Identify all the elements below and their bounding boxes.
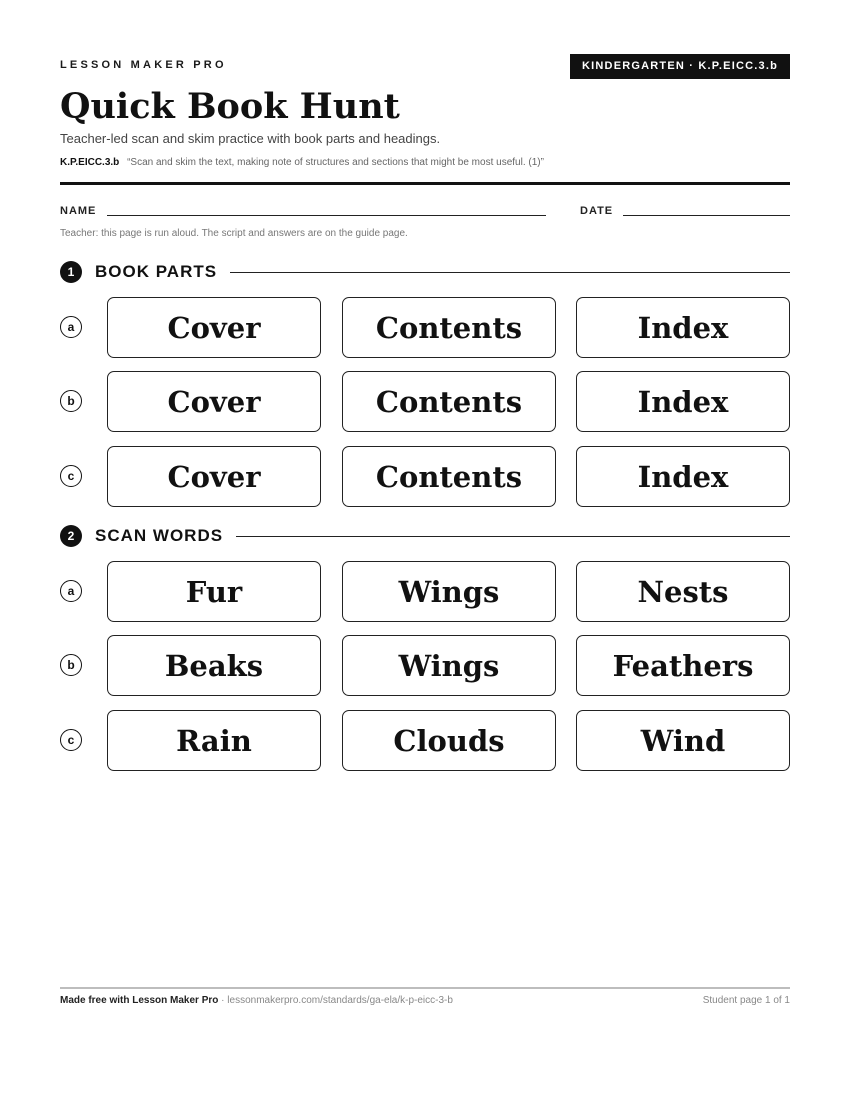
word-card-option[interactable]: Rain bbox=[107, 710, 321, 771]
word-card-option[interactable]: Index bbox=[576, 371, 790, 432]
header-divider bbox=[60, 182, 790, 185]
footer-made-with: Made free with Lesson Maker Pro bbox=[60, 995, 219, 1006]
row-letter-badge: b bbox=[60, 654, 82, 676]
section-title: BOOK PARTS bbox=[95, 262, 218, 281]
worksheet-subtitle: Teacher-led scan and skim practice with book parts and headings. bbox=[60, 131, 441, 146]
word-card-option[interactable]: Index bbox=[576, 446, 790, 507]
brand-name: LESSON MAKER PRO bbox=[60, 59, 227, 71]
word-card-option[interactable]: Beaks bbox=[107, 635, 321, 696]
footer-divider bbox=[60, 987, 790, 989]
row-letter-badge: a bbox=[60, 580, 82, 602]
section-number-badge: 2 bbox=[60, 525, 82, 547]
section-title: SCAN WORDS bbox=[95, 526, 224, 545]
word-card-option[interactable]: Cover bbox=[107, 371, 321, 432]
standard-code: K.P.EICC.3.b bbox=[60, 157, 120, 168]
footer-separator: · bbox=[218, 995, 228, 1006]
word-card-option[interactable]: Cover bbox=[107, 446, 321, 507]
section-book-parts bbox=[60, 260, 790, 284]
name-field[interactable] bbox=[107, 215, 546, 216]
date-label: DATE bbox=[580, 205, 614, 217]
section-divider bbox=[230, 272, 790, 273]
footer-page-info: Student page 1 of 1 bbox=[702, 995, 790, 1006]
question-row bbox=[60, 561, 790, 623]
standard-line bbox=[60, 157, 544, 168]
grade-standard-badge: KINDERGARTEN · K.P.EICC.3.b bbox=[570, 54, 790, 79]
row-letter-badge: c bbox=[60, 465, 82, 487]
row-letter-badge: c bbox=[60, 729, 82, 751]
name-label: NAME bbox=[60, 205, 97, 217]
word-card-option[interactable]: Feathers bbox=[576, 635, 790, 696]
word-card-option[interactable]: Fur bbox=[107, 561, 321, 622]
row-letter-badge: b bbox=[60, 390, 82, 412]
word-card-option[interactable]: Clouds bbox=[342, 710, 556, 771]
footer-url[interactable]: lessonmakerpro.com/standards/ga-ela/k-p-eicc-3-b bbox=[227, 995, 453, 1006]
question-row bbox=[60, 635, 790, 697]
section-scan-words bbox=[60, 524, 790, 548]
word-card-option[interactable]: Nests bbox=[576, 561, 790, 622]
word-card-option[interactable]: Wind bbox=[576, 710, 790, 771]
word-card-option[interactable]: Index bbox=[576, 297, 790, 358]
word-card-option[interactable]: Contents bbox=[342, 446, 556, 507]
word-card-option[interactable]: Wings bbox=[342, 635, 556, 696]
date-field[interactable] bbox=[623, 215, 790, 216]
word-card-option[interactable]: Contents bbox=[342, 297, 556, 358]
worksheet-title: Quick Book Hunt bbox=[60, 86, 400, 127]
footer-credit bbox=[60, 995, 453, 1006]
word-card-option[interactable]: Wings bbox=[342, 561, 556, 622]
question-row bbox=[60, 371, 790, 433]
word-card-option[interactable]: Contents bbox=[342, 371, 556, 432]
question-row bbox=[60, 297, 790, 359]
question-row bbox=[60, 710, 790, 772]
word-card-option[interactable]: Cover bbox=[107, 297, 321, 358]
section-number-badge: 1 bbox=[60, 261, 82, 283]
section-divider bbox=[236, 536, 790, 537]
teacher-note: Teacher: this page is run aloud. The script and answers are on the guide page. bbox=[60, 228, 408, 239]
row-letter-badge: a bbox=[60, 316, 82, 338]
question-row bbox=[60, 446, 790, 508]
standard-text: “Scan and skim the text, making note of structures and sections that might be most useful. (1)” bbox=[127, 157, 544, 168]
